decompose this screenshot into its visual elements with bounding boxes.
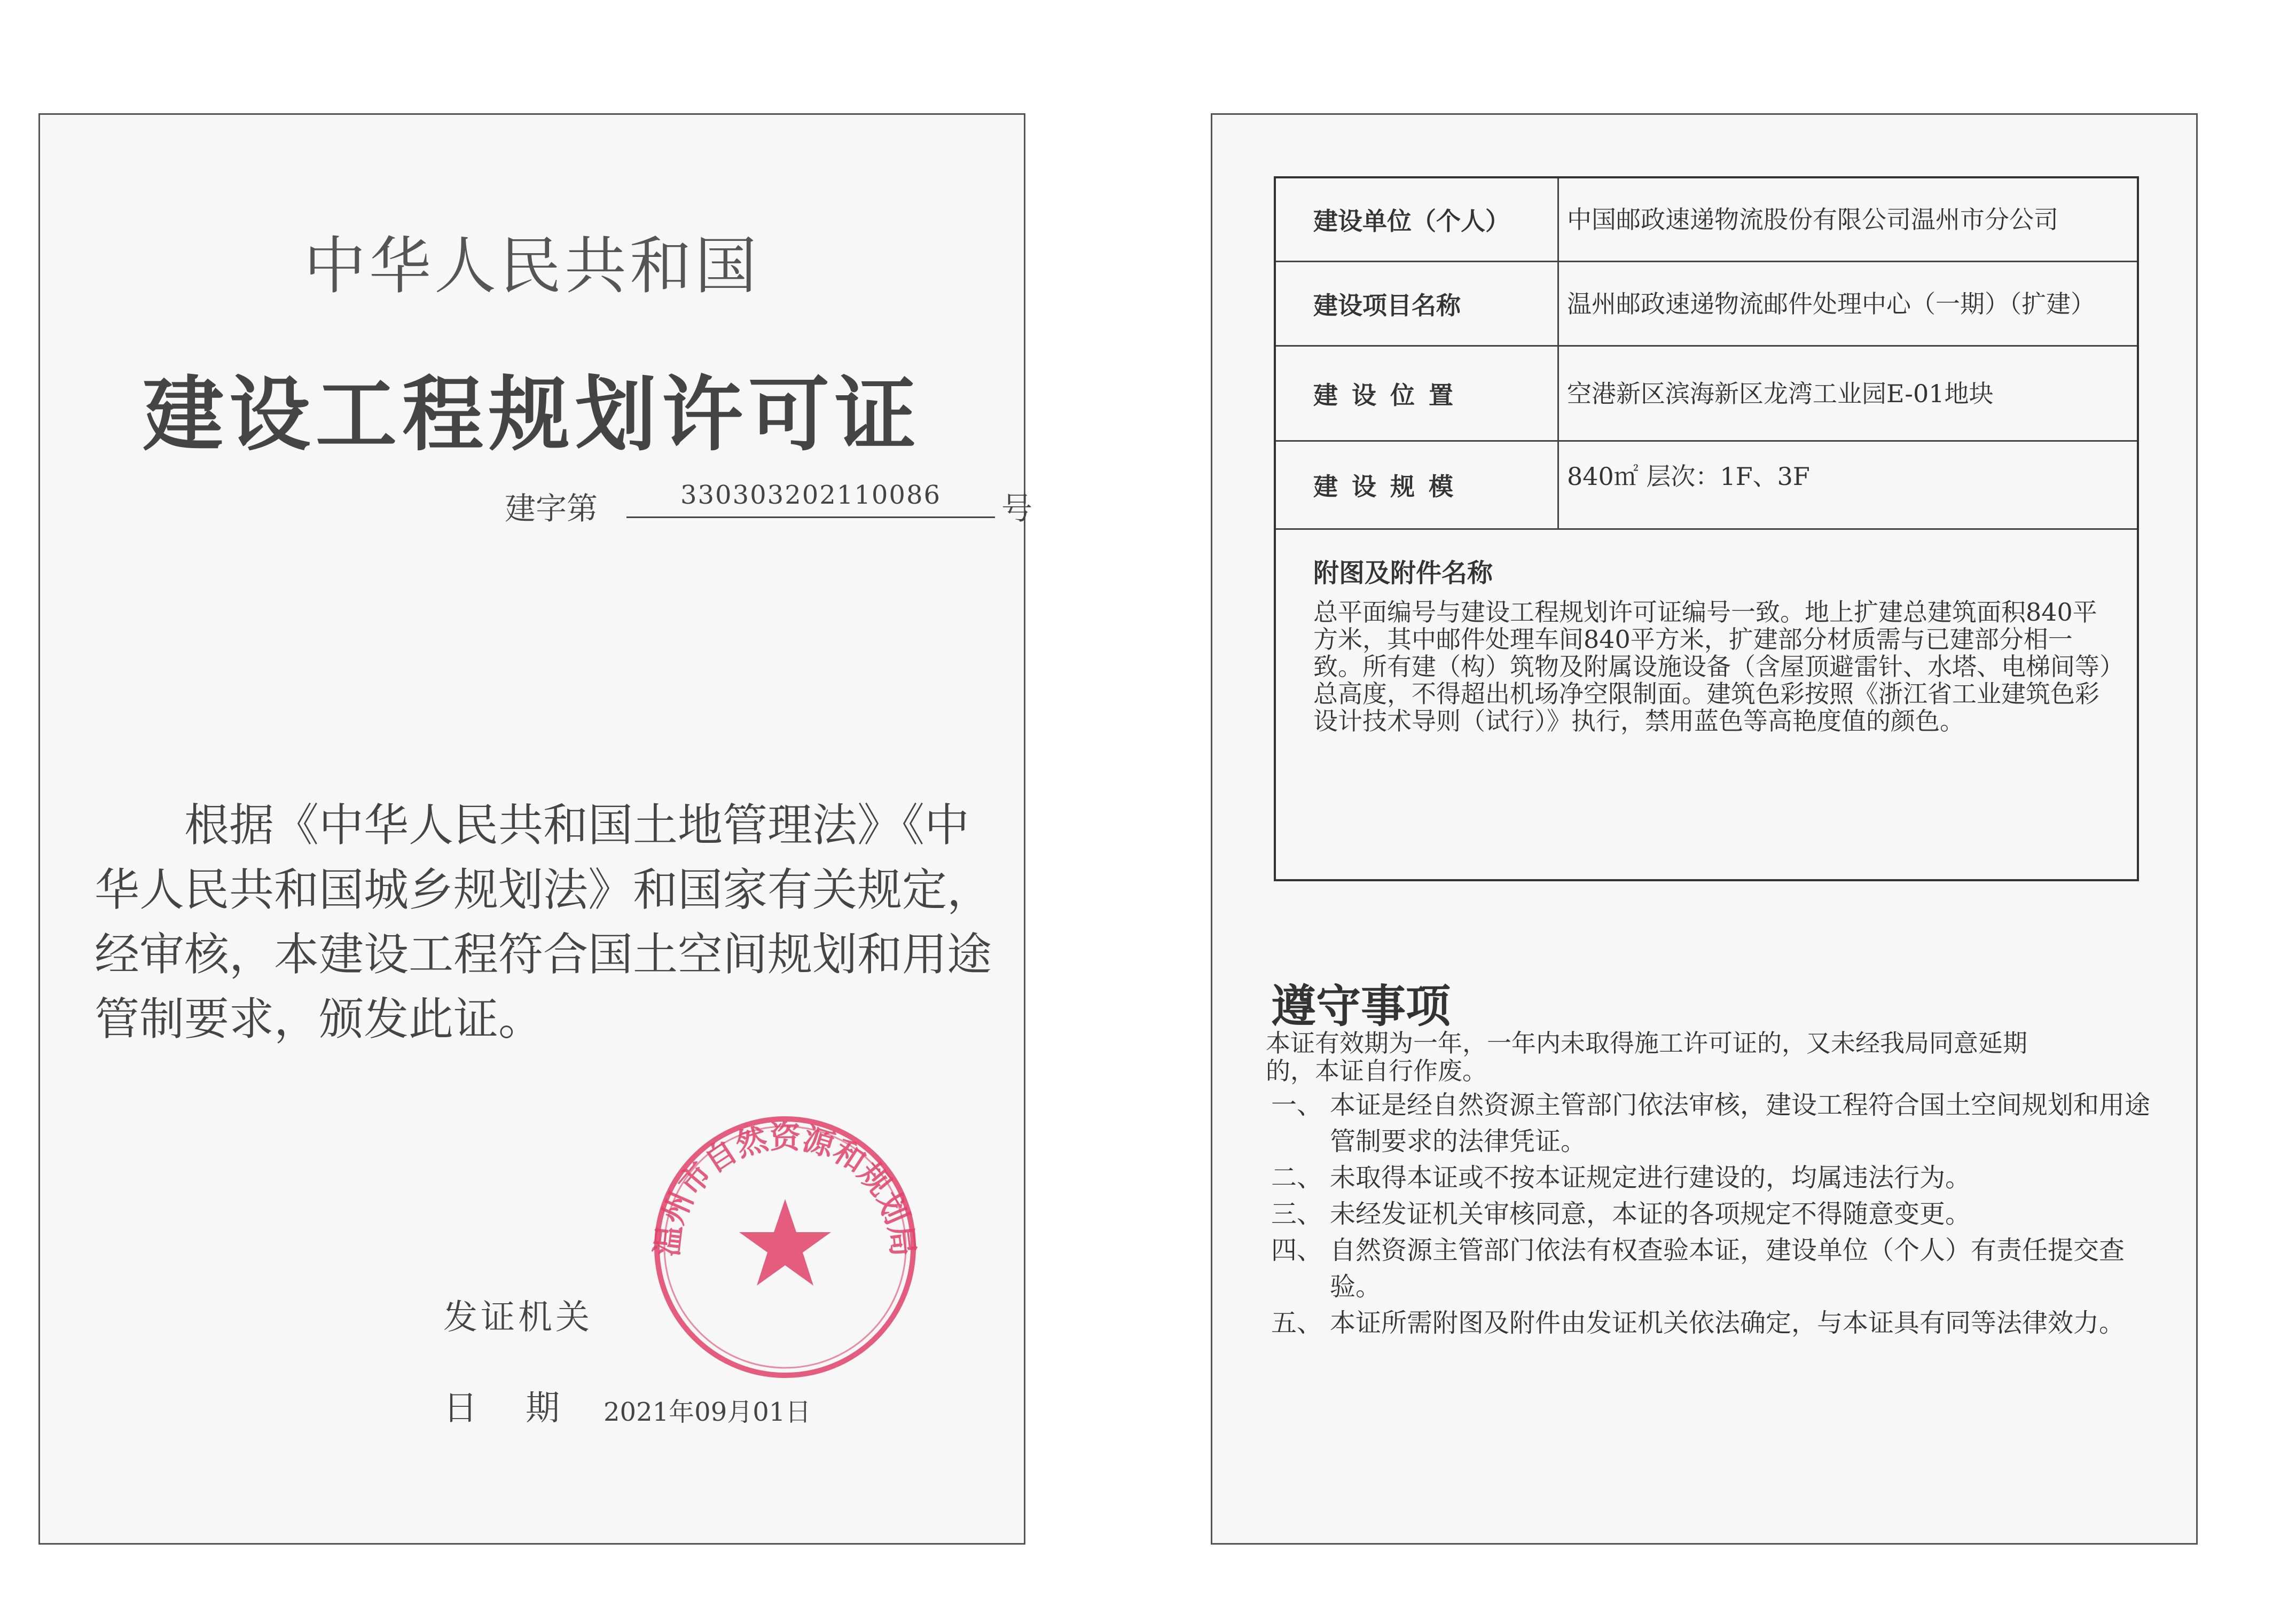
certificate-cover-page — [38, 113, 1033, 1545]
attachments-section — [1313, 552, 2114, 735]
row-label: 建设项目名称 — [1276, 262, 1559, 345]
legal-basis-text: 根据《中华人民共和国土地管理法》《中华人民共和国城乡规划法》和国家有关规定，经审核，本建设工程符合国土空间规划和用途管制要求，颁发此证。 — [95, 799, 992, 1045]
table-row — [1276, 442, 2137, 530]
table-row — [1276, 178, 2137, 262]
rule-text: 未经发证机关审核同意，本证的各项规定不得随意变更。 — [1330, 1199, 1971, 1229]
table-row — [1276, 262, 2137, 347]
issue-date: 2021年09月01日 — [604, 1397, 811, 1427]
rules-list — [1271, 1087, 2152, 1341]
row-label: 建设规模 — [1276, 442, 1559, 528]
official-seal — [646, 1108, 924, 1386]
issuer-label: 发证机关 — [443, 1298, 593, 1337]
certificate-title: 建设工程规划许可证 — [143, 367, 921, 462]
attachments-title: 附图及附件名称 — [1313, 558, 1493, 588]
seal-text: 温州市自然资源和规划局 — [648, 1119, 922, 1258]
date-label: 日期 — [443, 1389, 608, 1428]
list-item — [1271, 1160, 2152, 1196]
rule-text: 本证所需附图及附件由发证机关依法确定，与本证具有同等法律效力。 — [1330, 1308, 2125, 1338]
rule-text: 未取得本证或不按本证规定进行建设的，均属违法行为。 — [1330, 1163, 1971, 1193]
row-value: 中国邮政速递物流股份有限公司温州市分公司 — [1567, 205, 2058, 234]
rule-text: 本证是经自然资源主管部门依法审核，建设工程符合国土空间规划和用途管制要求的法律凭证。 — [1330, 1090, 2151, 1156]
validity-text: 本证有效期为一年，一年内未取得施工许可证的，又未经我局同意延期的，本证自行作废。 — [1266, 1029, 2027, 1085]
rule-text: 自然资源主管部门依法有权查验本证，建设单位（个人）有责任提交查验。 — [1330, 1235, 2125, 1302]
rule-number: 一、 — [1271, 1090, 1323, 1120]
rule-number: 四、 — [1271, 1235, 1323, 1265]
project-info-table — [1274, 176, 2139, 881]
seal-star-icon — [739, 1199, 831, 1286]
row-label: 建设单位（个人） — [1276, 178, 1559, 261]
rule-number: 三、 — [1271, 1199, 1323, 1229]
row-value: 空港新区滨海新区龙湾工业园E-01地块 — [1567, 379, 1994, 408]
certificate-details-page — [1211, 113, 2198, 1545]
list-item — [1271, 1087, 2152, 1160]
list-item — [1271, 1305, 2152, 1341]
rules-title: 遵守事项 — [1271, 980, 1451, 1032]
list-item — [1271, 1232, 2152, 1305]
certificate-number: 330303202110086 — [626, 480, 995, 518]
row-label: 建设位置 — [1276, 347, 1559, 440]
list-item — [1271, 1196, 2152, 1232]
country-name: 中华人民共和国 — [304, 230, 760, 302]
attachments-text: 总平面编号与建设工程规划许可证编号一致。地上扩建总建筑面积840平方米，其中邮件处理车间840平方米，扩建部分材质需与已建部分相一致。所有建（构）筑物及附属设施设备（含屋顶避雷针、水塔、电梯间等）总高度，不得超出机场净空限制面。建筑色彩按照《浙江省工业建筑色彩设计技术导则（试行）》执行，禁用蓝色等高艳度值的颜色。 — [1313, 598, 2112, 735]
row-value: 温州邮政速递物流邮件处理中心（一期）（扩建） — [1567, 289, 2095, 318]
rule-number: 五、 — [1271, 1308, 1323, 1338]
number-suffix: 号 — [1001, 490, 1033, 527]
rule-number: 二、 — [1271, 1163, 1323, 1193]
table-row — [1276, 347, 2137, 442]
row-value: 840㎡ 层次：1F、3F — [1567, 462, 1810, 491]
number-prefix: 建字第 — [505, 490, 598, 527]
certificate-number-row — [505, 480, 1033, 527]
